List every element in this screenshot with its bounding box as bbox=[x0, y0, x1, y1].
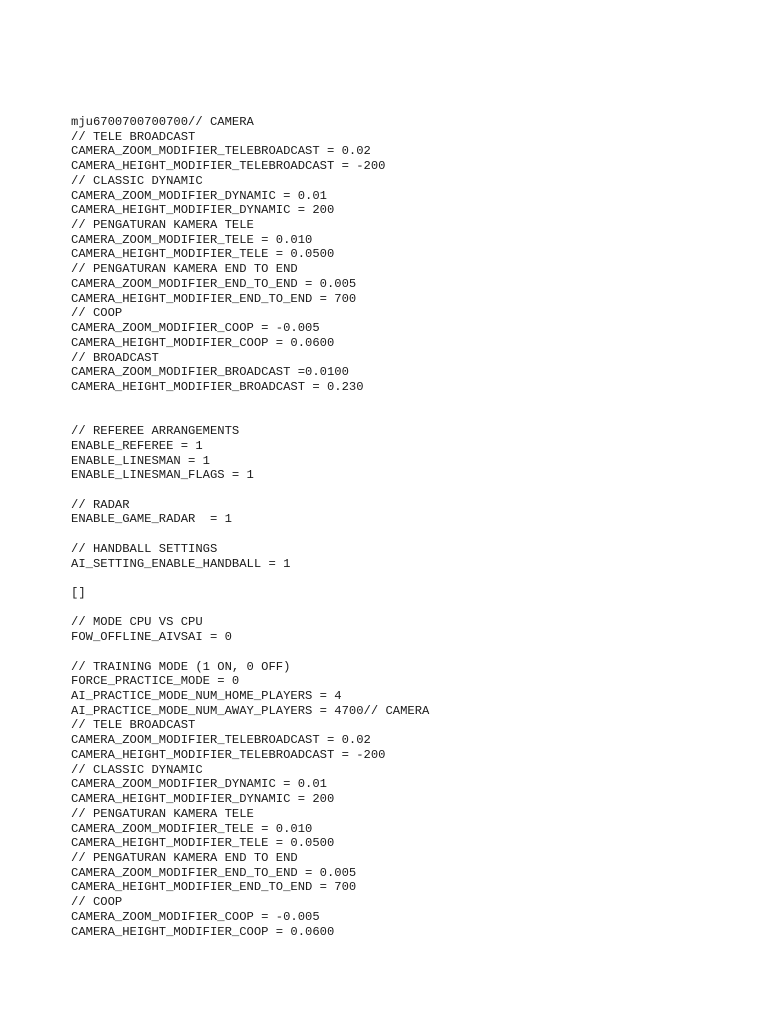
text-line: CAMERA_ZOOM_MODIFIER_TELE = 0.010 bbox=[71, 821, 313, 836]
text-line: // PENGATURAN KAMERA TELE bbox=[71, 218, 254, 233]
text-line: mju6700700700700// CAMERA bbox=[71, 115, 254, 129]
text-line: CAMERA_ZOOM_MODIFIER_END_TO_END = 0.005 bbox=[71, 276, 357, 291]
text-line: AI_PRACTICE_MODE_NUM_HOME_PLAYERS = 4 bbox=[71, 689, 342, 704]
text-line: CAMERA_ZOOM_MODIFIER_TELE = 0.010 bbox=[71, 232, 313, 247]
text-line: CAMERA_HEIGHT_MODIFIER_TELE = 0.0500 bbox=[71, 247, 335, 262]
blank-line bbox=[71, 571, 751, 586]
text-line: CAMERA_HEIGHT_MODIFIER_TELEBROADCAST = -200 bbox=[71, 747, 386, 762]
text-line: AI_PRACTICE_MODE_NUM_AWAY_PLAYERS = 4700// CAMERA bbox=[71, 703, 430, 718]
text-line: // BROADCAST bbox=[71, 350, 159, 365]
text-line: CAMERA_HEIGHT_MODIFIER_BROADCAST = 0.230 bbox=[71, 379, 364, 394]
text-line: CAMERA_ZOOM_MODIFIER_DYNAMIC = 0.01 bbox=[71, 188, 327, 203]
text-line: // CLASSIC DYNAMIC bbox=[71, 762, 203, 777]
text-line: // TELE BROADCAST bbox=[71, 718, 196, 733]
text-line: // TRAINING MODE (1 ON, 0 OFF) bbox=[71, 659, 291, 674]
text-line: CAMERA_ZOOM_MODIFIER_DYNAMIC = 0.01 bbox=[71, 777, 327, 792]
text-line: FORCE_PRACTICE_MODE = 0 bbox=[71, 674, 240, 689]
text-line: CAMERA_HEIGHT_MODIFIER_COOP = 0.0600 bbox=[71, 335, 335, 350]
text-line: // COOP bbox=[71, 306, 123, 321]
blank-line bbox=[71, 645, 751, 660]
text-line: CAMERA_ZOOM_MODIFIER_TELEBROADCAST = 0.02 bbox=[71, 733, 371, 748]
text-line: [] bbox=[71, 586, 86, 600]
text-line: CAMERA_ZOOM_MODIFIER_COOP = -0.005 bbox=[71, 321, 320, 336]
text-line: // PENGATURAN KAMERA END TO END bbox=[71, 262, 298, 277]
text-line: // MODE CPU VS CPU bbox=[71, 615, 203, 630]
text-line: CAMERA_HEIGHT_MODIFIER_TELE = 0.0500 bbox=[71, 836, 335, 851]
text-line: CAMERA_ZOOM_MODIFIER_BROADCAST =0.0100 bbox=[71, 365, 349, 380]
text-line: // REFEREE ARRANGEMENTS bbox=[71, 424, 240, 439]
blank-line bbox=[71, 409, 751, 424]
text-line: CAMERA_HEIGHT_MODIFIER_END_TO_END = 700 bbox=[71, 880, 357, 895]
text-line: CAMERA_ZOOM_MODIFIER_TELEBROADCAST = 0.02 bbox=[71, 144, 371, 159]
text-line: ENABLE_REFEREE = 1 bbox=[71, 438, 203, 453]
text-line: CAMERA_HEIGHT_MODIFIER_COOP = 0.0600 bbox=[71, 924, 335, 939]
text-line: ENABLE_LINESMAN = 1 bbox=[71, 453, 210, 468]
text-line: AI_SETTING_ENABLE_HANDBALL = 1 bbox=[71, 556, 291, 571]
text-line: CAMERA_HEIGHT_MODIFIER_TELEBROADCAST = -200 bbox=[71, 159, 386, 174]
text-line: CAMERA_ZOOM_MODIFIER_COOP = -0.005 bbox=[71, 909, 320, 924]
text-line: CAMERA_ZOOM_MODIFIER_END_TO_END = 0.005 bbox=[71, 865, 357, 880]
text-line: CAMERA_HEIGHT_MODIFIER_DYNAMIC = 200 bbox=[71, 203, 335, 218]
config-text-block bbox=[71, 115, 751, 939]
text-line: // CLASSIC DYNAMIC bbox=[71, 173, 203, 188]
text-line: ENABLE_GAME_RADAR = 1 bbox=[71, 512, 232, 527]
text-line: // COOP bbox=[71, 895, 123, 910]
text-line: // RADAR bbox=[71, 497, 130, 512]
blank-line bbox=[71, 527, 751, 542]
text-line: CAMERA_HEIGHT_MODIFIER_DYNAMIC = 200 bbox=[71, 792, 335, 807]
text-line: CAMERA_HEIGHT_MODIFIER_END_TO_END = 700 bbox=[71, 291, 357, 306]
text-line: // TELE BROADCAST bbox=[71, 129, 196, 144]
blank-line bbox=[71, 395, 751, 410]
text-line: // HANDBALL SETTINGS bbox=[71, 541, 218, 556]
text-line: // PENGATURAN KAMERA TELE bbox=[71, 806, 254, 821]
blank-line bbox=[71, 601, 751, 616]
text-line: // PENGATURAN KAMERA END TO END bbox=[71, 850, 298, 865]
blank-line bbox=[71, 483, 751, 498]
text-line: FOW_OFFLINE_AIVSAI = 0 bbox=[71, 630, 232, 645]
text-line: ENABLE_LINESMAN_FLAGS = 1 bbox=[71, 468, 254, 483]
